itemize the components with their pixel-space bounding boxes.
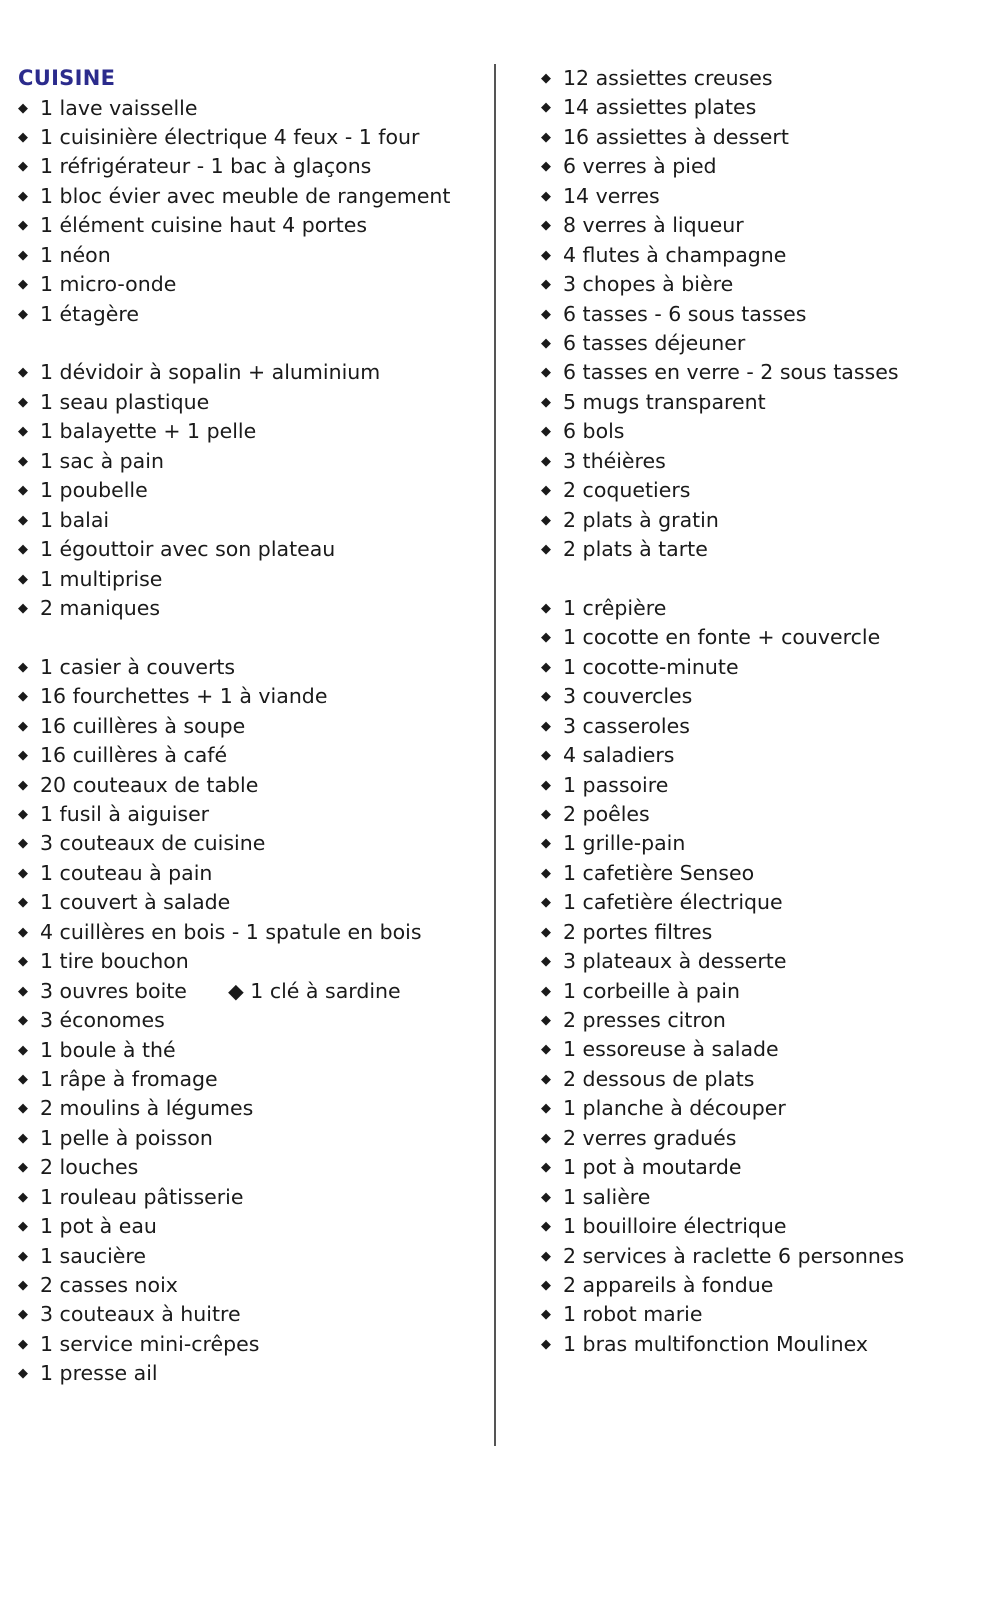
list-item bbox=[18, 211, 450, 240]
list-item bbox=[18, 1300, 450, 1329]
bullet-icon: ◆ bbox=[18, 1336, 28, 1352]
bullet-icon: ◆ bbox=[18, 1189, 28, 1205]
item-label: 1 balai bbox=[40, 507, 110, 532]
bullet-icon: ◆ bbox=[18, 365, 28, 381]
list-item bbox=[541, 1271, 904, 1300]
bullet-icon: ◆ bbox=[18, 129, 28, 145]
bullet-icon: ◆ bbox=[18, 218, 28, 234]
item-label: 2 louches bbox=[40, 1155, 139, 1180]
list-item bbox=[18, 565, 450, 594]
list-spacer bbox=[18, 623, 450, 652]
item-label: 1 couteau à pain bbox=[40, 860, 213, 885]
item-label: 3 casseroles bbox=[563, 713, 690, 738]
bullet-icon: ◆ bbox=[541, 806, 551, 822]
bullet-icon: ◆ bbox=[18, 159, 28, 175]
bullet-icon: ◆ bbox=[18, 748, 28, 764]
list-item bbox=[18, 977, 450, 1006]
item-label: 1 planche à découper bbox=[563, 1096, 786, 1121]
bullet-icon: ◆ bbox=[18, 483, 28, 499]
list-item bbox=[541, 682, 904, 711]
bullet-icon: ◆ bbox=[18, 306, 28, 322]
list-item bbox=[541, 93, 904, 122]
item-label: 3 ouvres boite bbox=[40, 978, 187, 1003]
bullet-icon: ◆ bbox=[541, 1277, 551, 1293]
item-label: 1 couvert à salade bbox=[40, 890, 231, 915]
item-label: 1 saucière bbox=[40, 1243, 146, 1268]
bullet-icon: ◆ bbox=[541, 1071, 551, 1087]
item-label: 3 couteaux de cuisine bbox=[40, 831, 266, 856]
bullet-icon: ◆ bbox=[18, 659, 28, 675]
item-label: 2 plats à tarte bbox=[563, 537, 708, 561]
list-item bbox=[18, 594, 450, 623]
item-label: 16 fourchettes + 1 à viande bbox=[40, 684, 328, 709]
bullet-icon: ◆ bbox=[18, 1042, 28, 1058]
list-item bbox=[541, 476, 904, 505]
bullet-icon: ◆ bbox=[541, 600, 551, 616]
item-label: 16 cuillères à soupe bbox=[40, 713, 246, 738]
bullet-icon: ◆ bbox=[18, 1366, 28, 1382]
item-label: 1 sac à pain bbox=[40, 448, 164, 473]
item-label: 2 coquetiers bbox=[563, 478, 691, 503]
list-item bbox=[18, 506, 450, 535]
list-item bbox=[541, 388, 904, 417]
bullet-icon: ◆ bbox=[541, 1307, 551, 1323]
item-label: 14 verres bbox=[563, 183, 660, 208]
item-label: 12 assiettes creuses bbox=[563, 66, 773, 90]
list-item bbox=[541, 241, 904, 270]
item-label: 20 couteaux de table bbox=[40, 772, 259, 797]
bullet-icon: ◆ bbox=[541, 1130, 551, 1146]
item-label: 1 bras multifonction Moulinex bbox=[563, 1331, 868, 1356]
item-label: 1 micro-onde bbox=[40, 272, 177, 297]
item-label: 1 bouilloire électrique bbox=[563, 1214, 787, 1239]
list-item bbox=[541, 1212, 904, 1241]
item-label: 1 bloc évier avec meuble de rangement bbox=[40, 183, 451, 208]
list-item bbox=[18, 1359, 450, 1388]
item-label: 1 réfrigérateur - 1 bac à glaçons bbox=[40, 154, 372, 179]
list-item bbox=[541, 712, 904, 741]
item-label: 2 services à raclette 6 personnes bbox=[563, 1243, 905, 1268]
item-label: 2 casses noix bbox=[40, 1273, 178, 1297]
list-item bbox=[541, 1153, 904, 1182]
bullet-icon: ◆ bbox=[541, 365, 551, 381]
item-label: 1 pot à moutarde bbox=[563, 1155, 742, 1180]
item-label: 2 portes filtres bbox=[563, 919, 713, 944]
item-label: 1 multiprise bbox=[40, 566, 163, 591]
list-item bbox=[18, 1124, 450, 1153]
bullet-icon: ◆ bbox=[541, 100, 551, 116]
item-label: 1 égouttoir avec son plateau bbox=[40, 537, 336, 562]
bullet-icon: ◆ bbox=[541, 1189, 551, 1205]
item-label: 1 presse ail bbox=[40, 1361, 158, 1386]
list-item bbox=[18, 682, 450, 711]
bullet-icon: ◆ bbox=[18, 954, 28, 970]
bullet-icon: ◆ bbox=[18, 807, 28, 822]
list-item bbox=[18, 1094, 450, 1123]
item-label: 1 seau plastique bbox=[40, 389, 210, 414]
list-item bbox=[541, 152, 904, 181]
bullet-icon: ◆ bbox=[541, 424, 551, 440]
bullet-icon: ◆ bbox=[541, 1219, 551, 1235]
item-label: 1 cocotte-minute bbox=[563, 654, 739, 679]
list-item bbox=[541, 123, 904, 152]
item-label: 1 étagère bbox=[40, 301, 139, 326]
list-item bbox=[18, 859, 450, 888]
item-label: 1 râpe à fromage bbox=[40, 1066, 218, 1091]
bullet-icon: ◆ bbox=[541, 836, 551, 852]
bullet-icon: ◆ bbox=[541, 218, 551, 234]
list-item bbox=[541, 1300, 904, 1329]
item-label: 1 boule à thé bbox=[40, 1037, 176, 1062]
list-item bbox=[541, 329, 904, 358]
item-label: 6 tasses déjeuner bbox=[563, 330, 746, 355]
bullet-icon: ◆ bbox=[18, 689, 28, 705]
bullet-icon: ◆ bbox=[541, 306, 551, 322]
bullet-icon: ◆ bbox=[541, 247, 551, 263]
bullet-icon: ◆ bbox=[18, 1248, 28, 1264]
bullet-icon: ◆ bbox=[18, 777, 28, 793]
list-item bbox=[18, 829, 450, 858]
item-label: 1 service mini-crêpes bbox=[40, 1331, 260, 1356]
list-item bbox=[541, 1124, 904, 1153]
list-item bbox=[18, 241, 450, 270]
list-item bbox=[18, 417, 450, 446]
item-label: 1 grille-pain bbox=[563, 831, 686, 856]
list-item bbox=[18, 476, 450, 505]
item-label: 1 dévidoir à sopalin + aluminium bbox=[40, 360, 381, 385]
item-label: 3 théières bbox=[563, 448, 666, 473]
list-item bbox=[541, 182, 904, 211]
bullet-icon: ◆ bbox=[18, 1160, 28, 1176]
list-item bbox=[541, 594, 904, 623]
list-item bbox=[18, 712, 450, 741]
bullet-icon: ◆ bbox=[541, 689, 551, 705]
list-item bbox=[18, 918, 450, 947]
item-label: 5 mugs transparent bbox=[563, 389, 766, 414]
page-title: CUISINE bbox=[18, 66, 116, 90]
item-label: 6 tasses en verre - 2 sous tasses bbox=[563, 360, 899, 385]
bullet-icon: ◆ bbox=[18, 542, 28, 558]
list-item bbox=[541, 1330, 904, 1359]
bullet-icon: ◆ bbox=[18, 1013, 28, 1029]
bullet-icon: ◆ bbox=[541, 1013, 551, 1028]
list-item bbox=[18, 1212, 450, 1241]
list-item bbox=[18, 182, 450, 211]
list-item bbox=[541, 417, 904, 446]
item-label: 1 corbeille à pain bbox=[563, 978, 740, 1003]
bullet-icon: ◆ bbox=[541, 924, 551, 940]
bullet-icon: ◆ bbox=[541, 659, 551, 675]
list-item bbox=[541, 1242, 904, 1271]
bullet-icon: ◆ bbox=[18, 1307, 28, 1323]
item-label: 1 crêpière bbox=[563, 595, 667, 620]
item-label: 2 maniques bbox=[40, 595, 161, 620]
item-label: 2 plats à gratin bbox=[563, 507, 719, 532]
bullet-icon: ◆ bbox=[18, 424, 28, 440]
item-label: 1 salière bbox=[563, 1184, 651, 1209]
bullet-icon: ◆ bbox=[18, 924, 28, 940]
list-item bbox=[541, 64, 904, 93]
item-label: 2 moulins à légumes bbox=[40, 1096, 254, 1121]
bullet-icon: ◆ bbox=[541, 983, 551, 999]
list-item bbox=[18, 1183, 450, 1212]
list-item bbox=[541, 947, 904, 976]
item-label: 1 robot marie bbox=[563, 1302, 703, 1327]
item-label: 1 balayette + 1 pelle bbox=[40, 419, 257, 444]
bullet-icon: ◆ bbox=[18, 600, 28, 616]
list-item bbox=[541, 506, 904, 535]
list-item bbox=[541, 918, 904, 947]
item-label: 16 cuillères à café bbox=[40, 743, 228, 768]
bullet-icon: ◆ bbox=[541, 1042, 551, 1058]
list-item bbox=[18, 1153, 450, 1182]
list-item bbox=[541, 1094, 904, 1123]
item-label: 14 assiettes plates bbox=[563, 95, 757, 120]
item-label: 1 pot à eau bbox=[40, 1214, 157, 1239]
item-label: 1 cafetière électrique bbox=[563, 890, 783, 915]
list-item bbox=[18, 123, 450, 152]
item-label-extra: ◆ 1 clé à sardine bbox=[228, 978, 401, 1003]
item-label: 16 assiettes à dessert bbox=[563, 124, 789, 149]
bullet-icon: ◆ bbox=[18, 1219, 28, 1235]
item-label: 2 presses citron bbox=[563, 1008, 726, 1032]
item-label: 1 essoreuse à salade bbox=[563, 1037, 779, 1062]
item-label: 3 couteaux à huitre bbox=[40, 1302, 241, 1327]
list-item bbox=[541, 358, 904, 387]
list-item bbox=[541, 300, 904, 329]
bullet-icon: ◆ bbox=[541, 630, 551, 646]
list-item bbox=[541, 829, 904, 858]
item-label: 6 tasses - 6 sous tasses bbox=[563, 301, 807, 326]
item-label: 1 poubelle bbox=[40, 478, 148, 503]
bullet-icon: ◆ bbox=[541, 188, 551, 204]
bullet-icon: ◆ bbox=[541, 1160, 551, 1176]
list-item bbox=[18, 771, 450, 800]
bullet-icon: ◆ bbox=[541, 895, 551, 911]
list-item bbox=[18, 535, 450, 564]
item-label: 1 tire bouchon bbox=[40, 949, 189, 974]
list-item bbox=[18, 1271, 450, 1300]
bullet-icon: ◆ bbox=[18, 1071, 28, 1087]
list-item bbox=[541, 977, 904, 1006]
list-item bbox=[18, 1242, 450, 1271]
list-item bbox=[541, 270, 904, 299]
bullet-icon: ◆ bbox=[541, 1336, 551, 1352]
list-item bbox=[18, 358, 450, 387]
item-label: 1 rouleau pâtisserie bbox=[40, 1184, 244, 1209]
list-item bbox=[18, 1065, 450, 1094]
list-item bbox=[541, 653, 904, 682]
list-item bbox=[18, 152, 450, 181]
item-label: 6 bols bbox=[563, 419, 625, 444]
bullet-icon: ◆ bbox=[18, 983, 28, 999]
list-item bbox=[18, 270, 450, 299]
item-label: 1 élément cuisine haut 4 portes bbox=[40, 213, 368, 238]
bullet-icon: ◆ bbox=[541, 1248, 551, 1264]
list-item bbox=[541, 741, 904, 770]
column-divider bbox=[494, 64, 496, 1446]
list-item bbox=[18, 447, 450, 476]
bullet-icon: ◆ bbox=[541, 512, 551, 528]
bullet-icon: ◆ bbox=[18, 865, 28, 881]
bullet-icon: ◆ bbox=[18, 1278, 28, 1293]
item-label: 1 pelle à poisson bbox=[40, 1125, 213, 1150]
bullet-icon: ◆ bbox=[541, 1101, 551, 1117]
bullet-icon: ◆ bbox=[18, 247, 28, 263]
bullet-icon: ◆ bbox=[18, 718, 28, 734]
item-label: 1 cafetière Senseo bbox=[563, 860, 755, 885]
list-spacer bbox=[18, 329, 450, 358]
item-label: 8 verres à liqueur bbox=[563, 213, 744, 238]
bullet-icon: ◆ bbox=[541, 335, 551, 351]
bullet-icon: ◆ bbox=[18, 512, 28, 528]
item-label: 3 plateaux à desserte bbox=[563, 949, 787, 974]
list-item bbox=[18, 1330, 450, 1359]
bullet-icon: ◆ bbox=[541, 159, 551, 175]
bullet-icon: ◆ bbox=[541, 777, 551, 793]
bullet-icon: ◆ bbox=[541, 453, 551, 469]
list-item bbox=[541, 1006, 904, 1035]
item-label: 2 poêles bbox=[563, 801, 650, 826]
item-label: 4 saladiers bbox=[563, 743, 675, 768]
bullet-icon: ◆ bbox=[18, 277, 28, 293]
list-item bbox=[541, 800, 904, 829]
bullet-icon: ◆ bbox=[541, 542, 551, 557]
bullet-icon: ◆ bbox=[541, 394, 551, 410]
list-item bbox=[18, 1036, 450, 1065]
item-label: 1 cocotte en fonte + couvercle bbox=[563, 625, 881, 650]
list-item bbox=[541, 623, 904, 652]
left-item-list bbox=[18, 94, 450, 1389]
list-item bbox=[18, 947, 450, 976]
bullet-icon: ◆ bbox=[541, 129, 551, 145]
list-item bbox=[541, 447, 904, 476]
bullet-icon: ◆ bbox=[541, 954, 551, 970]
bullet-icon: ◆ bbox=[541, 277, 551, 293]
bullet-icon: ◆ bbox=[18, 571, 28, 587]
bullet-icon: ◆ bbox=[18, 394, 28, 410]
bullet-icon: ◆ bbox=[18, 100, 28, 116]
list-item bbox=[541, 535, 904, 564]
bullet-icon: ◆ bbox=[541, 483, 551, 499]
list-item bbox=[18, 300, 450, 329]
item-label: 2 appareils à fondue bbox=[563, 1272, 774, 1297]
item-label: 1 néon bbox=[40, 242, 111, 267]
bullet-icon: ◆ bbox=[541, 71, 551, 86]
item-label: 4 cuillères en bois - 1 spatule en bois bbox=[40, 919, 422, 944]
list-item bbox=[18, 1006, 450, 1035]
item-label: 2 verres gradués bbox=[563, 1125, 737, 1150]
list-item bbox=[541, 771, 904, 800]
bullet-icon: ◆ bbox=[541, 748, 551, 764]
item-label: 4 flutes à champagne bbox=[563, 242, 787, 267]
bullet-icon: ◆ bbox=[18, 1130, 28, 1146]
list-spacer bbox=[541, 564, 904, 593]
item-label: 3 couvercles bbox=[563, 684, 693, 709]
bullet-icon: ◆ bbox=[18, 1101, 28, 1117]
list-item bbox=[541, 1035, 904, 1064]
item-label: 3 chopes à bière bbox=[563, 272, 734, 297]
right-item-list bbox=[541, 64, 904, 1359]
bullet-icon: ◆ bbox=[18, 895, 28, 911]
item-label: 1 lave vaisselle bbox=[40, 95, 198, 120]
bullet-icon: ◆ bbox=[18, 836, 28, 852]
list-item bbox=[18, 653, 450, 682]
list-item bbox=[541, 888, 904, 917]
bullet-icon: ◆ bbox=[541, 718, 551, 734]
bullet-icon: ◆ bbox=[18, 453, 28, 469]
item-label: 1 passoire bbox=[563, 772, 669, 797]
list-item bbox=[541, 1065, 904, 1094]
item-label: 1 fusil à aiguiser bbox=[40, 802, 210, 826]
list-item bbox=[18, 888, 450, 917]
list-item bbox=[541, 1183, 904, 1212]
item-label: 2 dessous de plats bbox=[563, 1066, 755, 1091]
bullet-icon: ◆ bbox=[18, 188, 28, 204]
item-label: 6 verres à pied bbox=[563, 154, 717, 179]
bullet-icon: ◆ bbox=[541, 865, 551, 881]
item-label: 1 casier à couverts bbox=[40, 654, 236, 679]
item-label: 3 économes bbox=[40, 1008, 165, 1033]
list-item bbox=[18, 741, 450, 770]
list-item bbox=[18, 388, 450, 417]
list-item bbox=[541, 211, 904, 240]
list-item bbox=[541, 859, 904, 888]
list-item bbox=[18, 800, 450, 829]
item-label: 1 cuisinière électrique 4 feux - 1 four bbox=[40, 124, 420, 149]
list-item bbox=[18, 94, 450, 123]
